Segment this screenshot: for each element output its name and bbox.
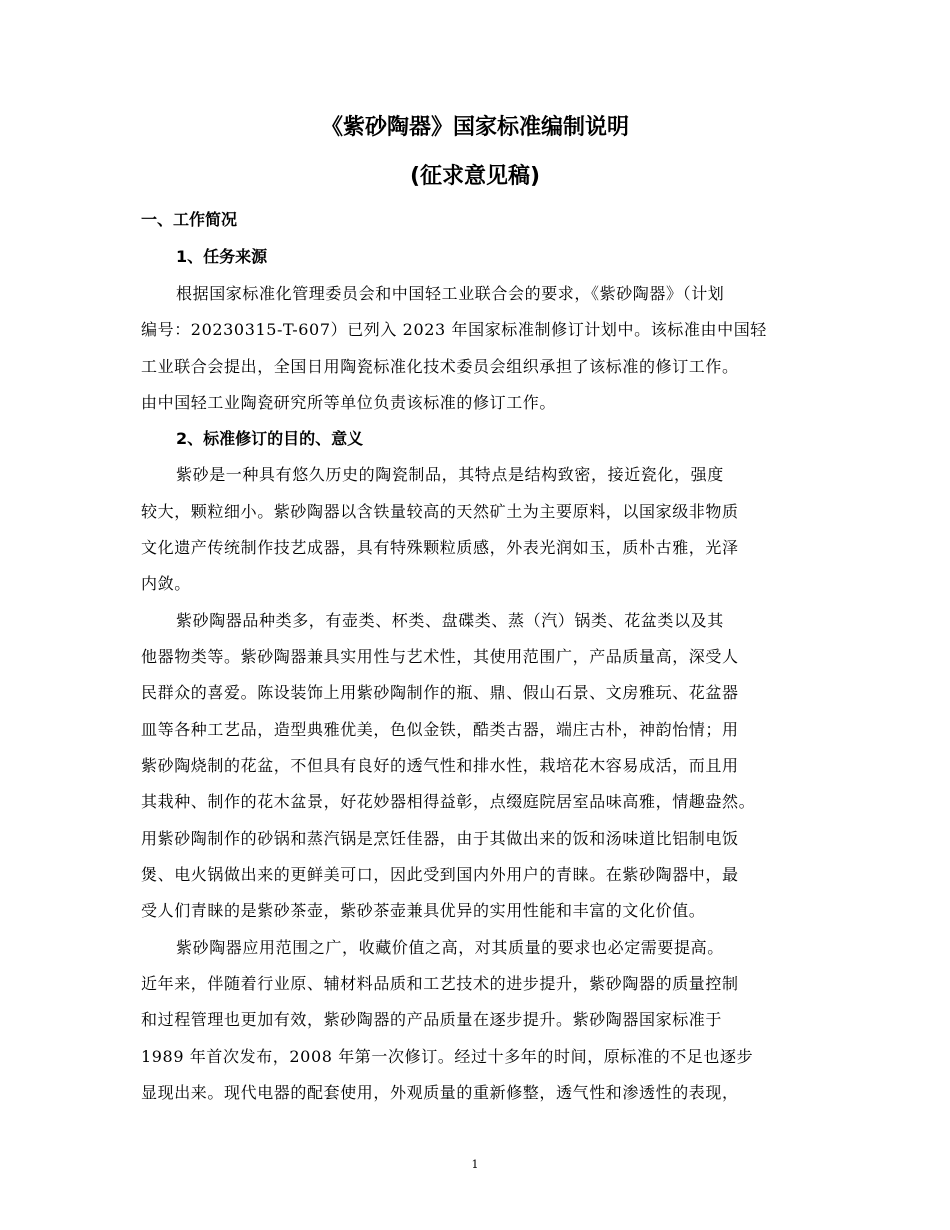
paragraph-line: 皿等各种工艺品，造型典雅优美，色似金铁，酷类古器，端庄古朴，神韵怡情；用	[141, 720, 739, 739]
paragraph-line: 煲、电火锅做出来的更鲜美可口，因此受到国内外用户的青睐。在紫砂陶器中，最	[141, 865, 739, 884]
document-subtitle: (征求意见稿)	[409, 164, 541, 189]
paragraph-line: 显现出来。现代电器的配套使用，外观质量的重新修整，透气性和渗透性的表现，	[141, 1083, 739, 1102]
paragraph-line: 紫砂是一种具有悠久历史的陶瓷制品，其特点是结构致密，接近瓷化，强度	[176, 465, 724, 484]
page-number: 1	[471, 1158, 479, 1171]
document-title: 《紫砂陶器》国家标准编制说明	[320, 115, 629, 140]
paragraph-line: 内敛。	[141, 574, 191, 593]
paragraph-line: 和过程管理也更加有效，紫砂陶器的产品质量在逐步提升。紫砂陶器国家标准于	[141, 1010, 723, 1029]
paragraph-line: 其栽种、制作的花木盆景，好花妙器相得益彰，点缀庭院居室品味高雅，情趣盎然。	[141, 792, 756, 811]
paragraph-line: 文化遗产传统制作技艺成器，具有特殊颗粒质感，外表光润如玉，质朴古雅，光泽	[141, 538, 739, 557]
paragraph-line: 紫砂陶烧制的花盆，不但具有良好的透气性和排水性，栽培花木容易成活，而且用	[141, 756, 739, 775]
section-heading: 一、工作简况	[141, 210, 238, 229]
paragraph-line: 根据国家标准化管理委员会和中国轻工业联合会的要求，《紫砂陶器》（计划	[176, 284, 725, 303]
paragraph-line: 用紫砂陶制作的砂锅和蒸汽锅是烹饪佳器，由于其做出来的饭和汤味道比铝制电饭	[141, 829, 739, 848]
paragraph-line: 紫砂陶器应用范围之广，收藏价值之高，对其质量的要求也必定需要提高。	[176, 938, 724, 957]
paragraph-line: 近年来，伴随着行业原、辅材料品质和工艺技术的进步提升，紫砂陶器的质量控制	[141, 974, 739, 993]
paragraph-line: 他器物类等。紫砂陶器兼具实用性与艺术性，其使用范围广，产品质量高，深受人	[141, 647, 739, 666]
paragraph-line: 由中国轻工业陶瓷研究所等单位负责该标准的修订工作。	[141, 393, 557, 412]
subsection-heading: 1、任务来源	[176, 247, 268, 266]
paragraph-line: 较大，颗粒细小。紫砂陶器以含铁量较高的天然矿土为主要原料，以国家级非物质	[141, 502, 739, 521]
subsection-heading: 2、标准修订的目的、意义	[176, 429, 364, 448]
paragraph-line: 民群众的喜爱。陈设装饰上用紫砂陶制作的瓶、鼎、假山石景、文房雅玩、花盆器	[141, 683, 739, 702]
paragraph-line: 编号：20230315-T-607）已列入 2023 年国家标准制修订计划中。该标准由中国轻	[141, 320, 767, 339]
paragraph-line: 紫砂陶器品种类多，有壶类、杯类、盘碟类、蒸（汽）锅类、花盆类以及其	[176, 611, 724, 630]
paragraph-line: 工业联合会提出，全国日用陶瓷标准化技术委员会组织承担了该标准的修订工作。	[141, 357, 739, 376]
paragraph-line: 受人们青睐的是紫砂茶壶，紫砂茶壶兼具优异的实用性能和丰富的文化价值。	[141, 901, 706, 920]
paragraph-line: 1989 年首次发布，2008 年第一次修订。经过十多年的时间，原标准的不足也逐步	[141, 1047, 754, 1066]
